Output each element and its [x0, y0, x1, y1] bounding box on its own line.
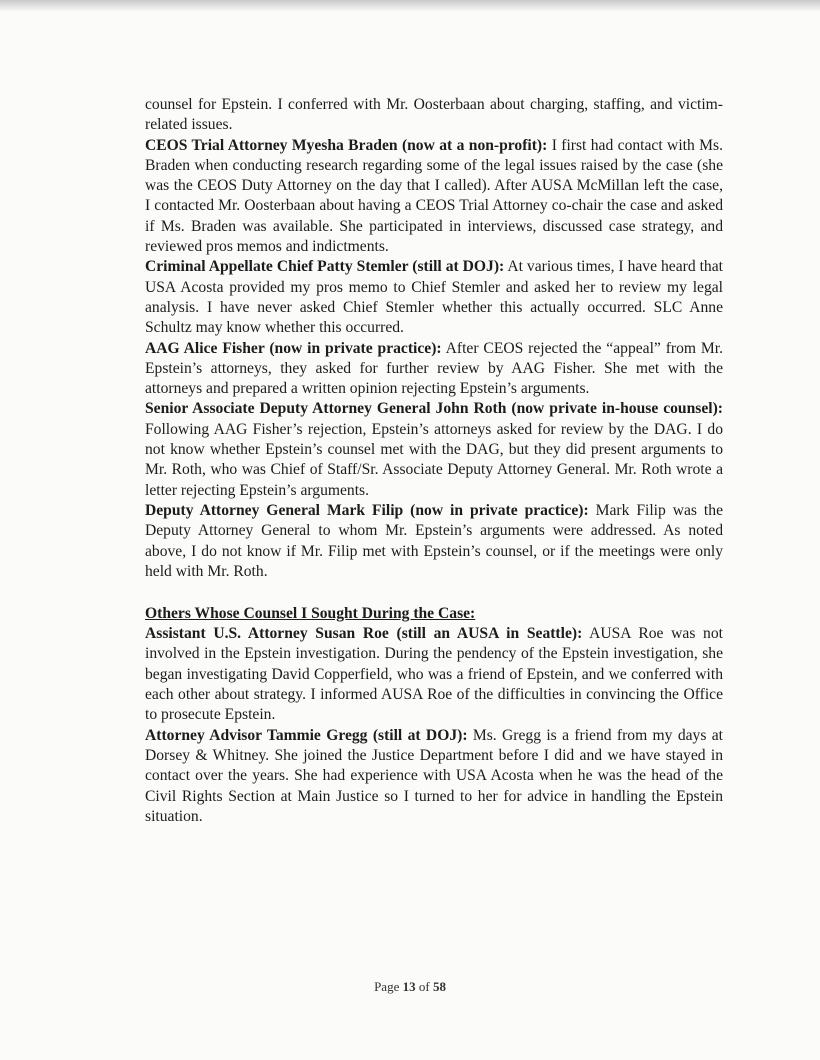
paragraph-lead: Criminal Appellate Chief Patty Stemler (still at DOJ):: [145, 258, 505, 276]
paragraph-braden: [145, 136, 723, 258]
paragraph-gregg: [145, 726, 723, 827]
document-page: [145, 95, 723, 827]
paragraph-text: Mark Filip was the Deputy Attorney General to whom Mr. Epstein’s arguments were addressed. As noted above, I do not know if Mr. Filip met with Epstein’s counsel, or if the meetings were only held with Mr. Roth.: [145, 501, 723, 580]
paragraph-lead: AAG Alice Fisher (now in private practice):: [145, 339, 442, 357]
page-footer: [0, 979, 820, 995]
paragraph-text: Ms. Gregg is a friend from my days at Dorsey & Whitney. She joined the Justice Department before I did and we have stayed in contact over the years. She had experience with USA Acosta when he was the head of the Civil Rights Section at Main Justice so I turned to her for advice in handling the Epstein situation.: [145, 726, 723, 825]
paragraph-text: At various times, I have heard that USA Acosta provided my pros memo to Chief Stemler and asked her to review my legal analysis. I have never asked Chief Stemler whether this actually occurred. SLC Anne Schultz may know whether this occurred.: [145, 258, 723, 337]
paragraph-continuation: [145, 95, 723, 136]
paragraph-roe: [145, 624, 723, 725]
paragraph-roth: [145, 399, 723, 500]
paragraph-lead: Assistant U.S. Attorney Susan Roe (still an AUSA in Seattle):: [145, 625, 583, 643]
paragraph-text: After CEOS rejected the “appeal” from Mr. Epstein’s attorneys, they asked for further review by AAG Fisher. She met with the attorneys and prepared a written opinion rejecting Epstein’s arguments.: [145, 339, 723, 398]
page-total: 58: [432, 979, 446, 994]
footer-page-word: Page: [374, 979, 400, 994]
paragraph-filip: [145, 501, 723, 582]
paragraph-lead: Attorney Advisor Tammie Gregg (still at DOJ):: [145, 726, 468, 744]
paragraph-fisher: [145, 339, 723, 400]
paragraph-stemler: [145, 257, 723, 338]
footer-of-word: of: [418, 979, 430, 994]
paragraph-lead: Deputy Attorney General Mark Filip (now in private practice):: [145, 501, 589, 519]
page-number: 13: [402, 979, 416, 994]
section-heading: Others Whose Counsel I Sought During the Case:: [145, 605, 476, 623]
paragraph-lead: CEOS Trial Attorney Myesha Braden (now at a non-profit):: [145, 136, 548, 154]
scan-edge-artifact: [0, 0, 820, 12]
paragraph-text: AUSA Roe was not involved in the Epstein investigation. During the pendency of the Epstein investigation, she began investigating David Copperfield, who was a friend of Epstein, and we conferred with each other about strategy. I informed AUSA Roe of the difficulties in convincing the Office to prosecute Epstein.: [145, 625, 723, 724]
paragraph-text: Following AAG Fisher’s rejection, Epstein’s attorneys asked for review by the DAG. I do not know whether Epstein’s counsel met with the DAG, but they did present arguments to Mr. Roth, who was Chief of Staff/Sr. Associate Deputy Attorney General. Mr. Roth wrote a letter rejecting Epstein’s arguments.: [145, 420, 723, 499]
paragraph-lead: Senior Associate Deputy Attorney General John Roth (now private in-house counsel):: [145, 400, 723, 418]
paragraph-text: I first had contact with Ms. Braden when conducting research regarding some of the legal issues raised by the case (she was the CEOS Duty Attorney on the day that I called). After AUSA McMillan left the case, I contacted Mr. Oosterbaan about having a CEOS Trial Attorney co-chair the case and asked if Ms. Braden was available. She participated in interviews, discussed case strategy, and reviewed pros memos and indictments.: [145, 136, 723, 256]
paragraph-text: counsel for Epstein. I conferred with Mr. Oosterbaan about charging, staffing, and victim-related issues.: [145, 96, 723, 134]
